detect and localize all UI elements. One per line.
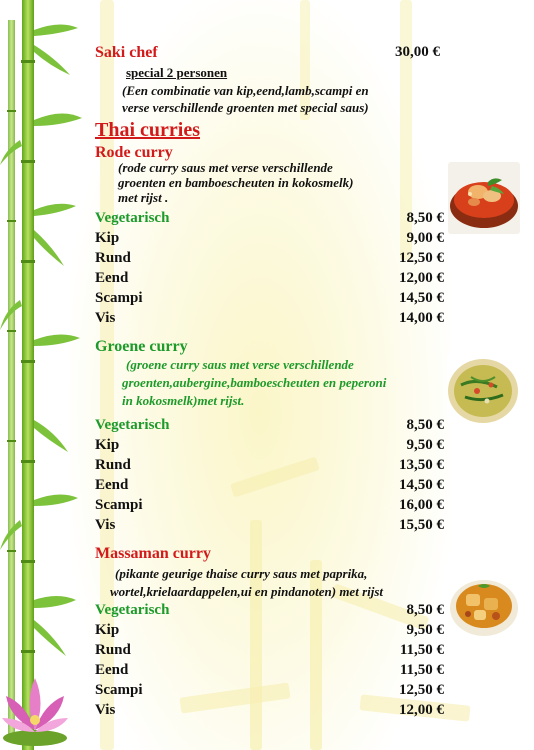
menu-item-price: 12,00 €	[399, 702, 444, 718]
massaman-curry-description-line: wortel,krielaardappelen,ui en pindanoten) met rijst	[110, 584, 384, 599]
menu-item-price: 9,50 €	[406, 437, 444, 453]
section-title: Thai curries	[95, 119, 200, 141]
saki-chef-price: 30,00 €	[395, 44, 440, 60]
menu-item-name: Scampi	[95, 290, 143, 306]
menu-item-name: Vis	[95, 517, 116, 533]
menu-item-price: 13,50 €	[399, 457, 444, 473]
menu-item-name: Rund	[95, 457, 131, 473]
menu-item-name: Scampi	[95, 682, 143, 698]
menu-item-price: 16,00 €	[399, 497, 444, 513]
menu-item-price: 8,50 €	[406, 602, 444, 618]
saki-chef-description-line: (Een combinatie van kip,eend,lamb,scampi en	[122, 83, 369, 98]
menu-item-name: Rund	[95, 250, 131, 266]
saki-chef-title: Saki chef	[95, 44, 158, 61]
menu-item-name: Vegetarisch	[95, 210, 170, 226]
rode-curry-description-line: groenten en bamboescheuten in kokosmelk)	[118, 175, 354, 190]
menu-item-name: Eend	[95, 662, 129, 678]
massaman-curry-photo	[448, 572, 520, 638]
massaman-curry-title: Massaman curry	[95, 545, 211, 562]
menu-item-name: Vis	[95, 702, 116, 718]
rode-curry-photo	[448, 162, 520, 234]
menu-item-name: Kip	[95, 622, 120, 638]
menu-item-name: Vis	[95, 310, 116, 326]
saki-chef-subtitle: special 2 personen	[126, 65, 228, 80]
menu-item-name: Kip	[95, 437, 120, 453]
menu-item-price: 14,50 €	[399, 290, 444, 306]
groene-curry-photo	[447, 355, 520, 425]
menu-item-price: 14,50 €	[399, 477, 444, 493]
menu-item-name: Vegetarisch	[95, 602, 170, 618]
menu-item-price: 8,50 €	[406, 210, 444, 226]
groene-curry-description-line: in kokosmelk)met rijst.	[122, 393, 245, 408]
menu-item-price: 12,50 €	[399, 250, 444, 266]
menu-item-price: 14,00 €	[399, 310, 444, 326]
menu-item-price: 8,50 €	[406, 417, 444, 433]
menu-item-price: 11,50 €	[399, 662, 444, 678]
menu-item-name: Rund	[95, 642, 131, 658]
menu-item-price: 9,00 €	[406, 230, 444, 246]
massaman-curry-description-line: (pikante geurige thaise curry saus met paprika,	[115, 566, 368, 581]
rode-curry-title: Rode curry	[95, 144, 173, 161]
menu-item-price: 12,50 €	[399, 682, 444, 698]
menu-item-price: 12,00 €	[399, 270, 444, 286]
menu-item-price: 9,50 €	[406, 622, 444, 638]
menu-item-price: 15,50 €	[399, 517, 444, 533]
groene-curry-description-line: (groene curry saus met verse verschillende	[126, 357, 354, 372]
saki-chef-description-line: verse verschillende groenten met special saus)	[122, 100, 369, 115]
groene-curry-title: Groene curry	[95, 338, 188, 355]
rode-curry-description-line: met rijst .	[118, 190, 169, 205]
menu-item-name: Vegetarisch	[95, 417, 170, 433]
rode-curry-description-line: (rode curry saus met verse verschillende	[118, 160, 333, 175]
menu-item-name: Kip	[95, 230, 120, 246]
menu-item-name: Eend	[95, 477, 129, 493]
menu-item-price: 11,50 €	[399, 642, 444, 658]
menu-item-name: Eend	[95, 270, 129, 286]
menu-item-name: Scampi	[95, 497, 143, 513]
groene-curry-description-line: groenten,aubergine,bamboescheuten en peperoni	[122, 375, 387, 390]
